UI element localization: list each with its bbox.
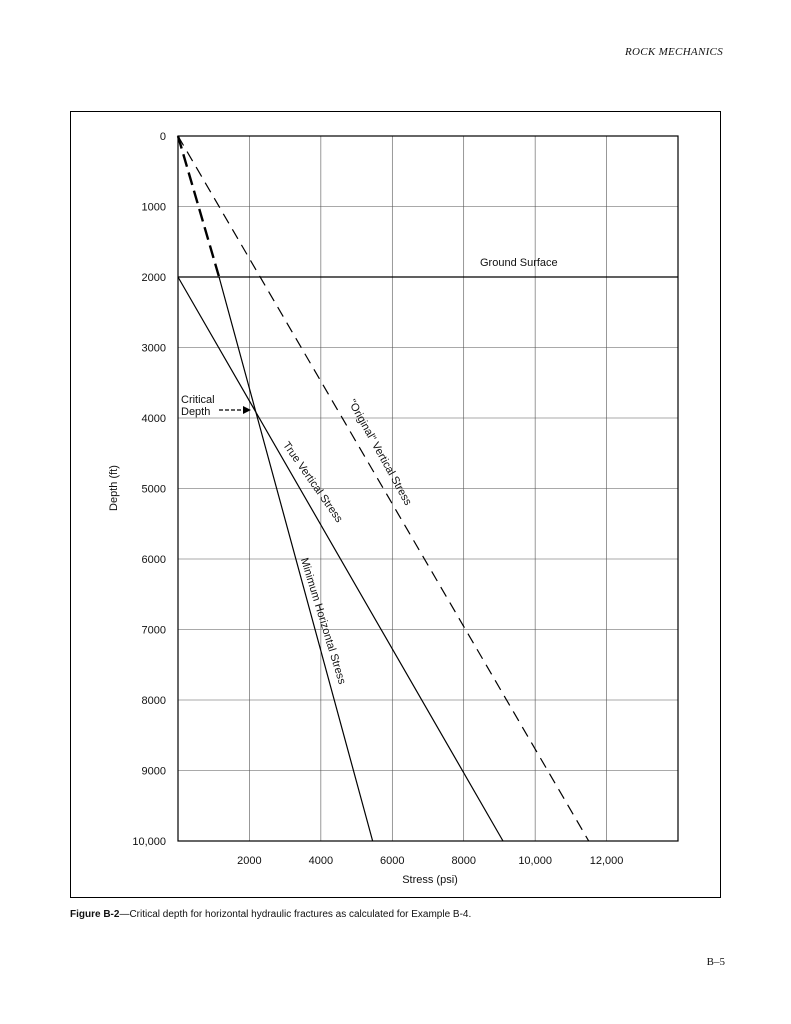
critical-depth-annotation [181,394,251,418]
figure-caption-label: Figure B-2 [70,909,120,920]
reference-label-ground-surface: Ground Surface [480,257,558,269]
y-axis-ticks [132,131,166,848]
y-tick-label-5: 5000 [141,483,166,496]
y-tick-label-2: 2000 [141,272,166,284]
figure-frame [70,111,721,898]
series-label-true-vertical-stress: True Vertical Stress [280,439,345,525]
critical-depth-label-line1: Critical [181,394,215,406]
y-tick-label-1: 1000 [141,201,166,214]
x-tick-label-2: 6000 [380,855,405,867]
critical-depth-arrowhead [243,406,251,414]
y-tick-label-8: 8000 [141,695,166,707]
x-tick-label-4: 10,000 [518,855,552,867]
x-axis-ticks [237,855,623,867]
page-number: B–5 [706,956,725,968]
running-head: ROCK MECHANICS [624,46,723,58]
stress-depth-chart [71,112,722,899]
x-tick-label-5: 12,000 [589,855,624,867]
figure-caption-text: —Critical depth for horizontal hydraulic fractures as calculated for Example B-4. [119,909,472,920]
series-label-original-vertical-stress: "Original" Vertical Stress [345,397,414,508]
y-tick-label-10: 10,000 [132,836,166,848]
critical-depth-label-line2: Depth [181,406,211,418]
y-axis-label: Depth (ft) [108,465,120,511]
x-tick-label-0: 2000 [237,855,262,867]
x-tick-label-3: 8000 [451,855,476,867]
series-label-minimum-horizontal-stress: Minimum Horizontal Stress [297,556,348,686]
y-tick-label-7: 7000 [141,624,166,637]
y-tick-label-9: 9000 [141,765,166,778]
grid [178,136,678,841]
y-tick-label-4: 4000 [141,413,166,425]
y-tick-label-0: 0 [159,131,166,143]
y-tick-label-6: 6000 [141,554,166,566]
y-tick-label-3: 3000 [141,342,166,355]
x-axis-label: Stress (psi) [402,874,458,886]
figure-caption [70,909,471,920]
x-tick-label-1: 4000 [308,855,334,867]
